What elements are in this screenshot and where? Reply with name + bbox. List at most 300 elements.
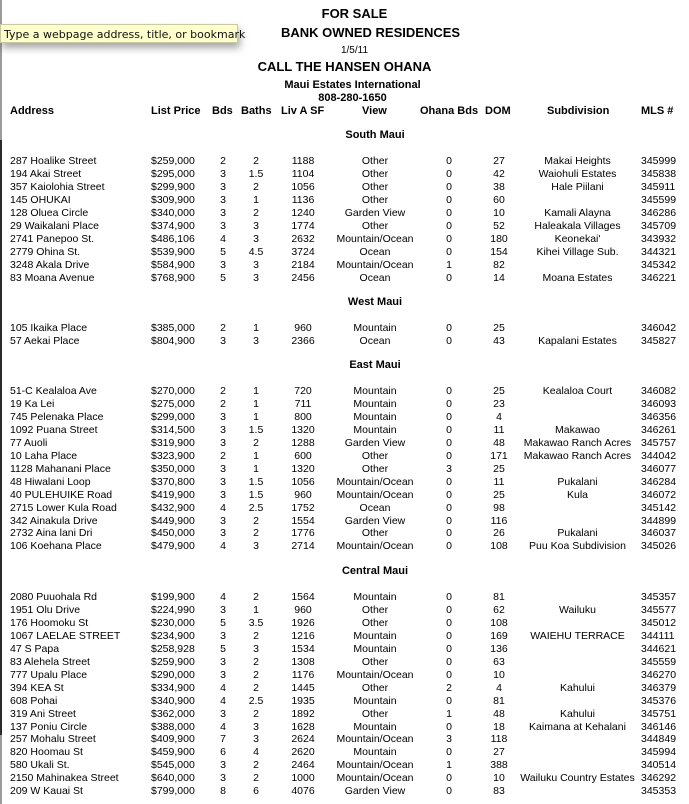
cell-address: 77 Auoli [10,436,48,449]
cell-baths: 2 [253,206,259,219]
cell-list-price: $799,000 [151,785,195,798]
address-bar-tooltip: Type a webpage address, title, or bookmark [0,24,238,43]
cell-subdivision: Makawao Ranch Acres [523,449,632,462]
report-date: 1/5/11 [340,45,369,56]
cell-view: Other [361,655,389,668]
cell-living-sf: 1445 [291,681,315,694]
cell-days-on-market: 11 [493,475,505,488]
cell-bedrooms: 2 [220,397,226,410]
cell-list-price: $299,900 [151,180,195,193]
cell-bedrooms: 7 [220,733,226,746]
cell-mls-number: 346356 [641,410,677,423]
cell-view: Ocean [359,501,391,514]
cell-address: 19 Ka Lei [10,397,55,410]
cell-days-on-market: 98 [493,501,505,514]
cell-mls-number: 346379 [641,681,677,694]
cell-ohana-bds: 0 [446,540,452,553]
cell-view: Other [361,219,389,232]
cell-mls-number: 346077 [641,462,677,475]
col-liv-sf: Liv A SF [281,105,325,117]
table-row [0,437,689,450]
cell-living-sf: 1176 [291,668,315,681]
cell-living-sf: 1240 [291,206,315,219]
cell-list-price: $362,000 [151,707,195,720]
cell-baths: 2 [253,436,259,449]
cell-days-on-market: 43 [493,334,505,347]
cell-list-price: $314,500 [151,423,195,436]
cell-mls-number: 346292 [641,772,677,785]
cell-days-on-market: 154 [490,245,508,258]
cell-subdivision: Moana Estates [542,271,613,284]
cell-address: 580 Ukali St. [10,759,70,772]
cell-baths: 1 [253,462,259,475]
cell-baths: 1 [253,410,259,423]
cell-ohana-bds: 0 [446,616,452,629]
cell-list-price: $259,000 [151,155,195,167]
cell-days-on-market: 4 [496,410,502,423]
table-row [0,708,689,721]
table-row [0,695,689,708]
cell-list-price: $334,900 [151,681,195,694]
cell-days-on-market: 38 [493,180,505,193]
cell-living-sf: 1056 [291,475,315,488]
col-bds: Bds [212,105,233,117]
cell-subdivision: Wailuku [559,603,596,616]
cell-baths: 1.5 [248,167,264,180]
cell-living-sf: 711 [294,397,312,410]
cell-bedrooms: 4 [220,232,226,245]
table-row [0,527,689,540]
table-row [0,207,689,220]
cell-mls-number: 345577 [641,603,677,616]
company-name: Maui Estates International [284,79,421,91]
cell-ohana-bds: 0 [446,475,452,488]
cell-ohana-bds: 0 [446,219,452,232]
cell-bedrooms: 6 [220,746,226,759]
cell-list-price: $340,000 [151,206,195,219]
cell-list-price: $419,900 [151,488,195,501]
cell-address: 2741 Panepoo St. [10,232,95,245]
cell-living-sf: 2184 [291,258,315,271]
table-row [0,259,689,272]
cell-subdivision: Makawao Ranch Acres [523,436,632,449]
cell-living-sf: 2714 [291,540,315,553]
cell-living-sf: 1136 [291,193,315,206]
cell-ohana-bds: 0 [446,746,452,759]
table-row [0,411,689,424]
cell-address: 29 Waikalani Place [10,219,99,232]
cell-ohana-bds: 0 [446,245,452,258]
cell-mls-number: 346082 [641,385,677,397]
cell-mls-number: 344899 [641,514,677,527]
cell-days-on-market: 4 [496,681,502,694]
cell-view: Ocean [359,271,391,284]
cell-baths: 3 [253,642,259,655]
cell-bedrooms: 3 [220,258,226,271]
cell-days-on-market: 118 [490,733,508,746]
call-line: CALL THE HANSEN OHANA [257,59,432,74]
cell-mls-number: 345012 [641,616,677,629]
cell-view: Mountain [353,629,397,642]
cell-mls-number: 345376 [641,694,677,707]
cell-living-sf: 1308 [291,655,315,668]
table-row [0,617,689,630]
cell-address: 2732 Aina lani Dri [10,527,93,540]
cell-baths: 2 [253,155,259,167]
cell-subdivision: Kahului [559,707,596,720]
cell-ohana-bds: 0 [446,527,452,540]
cell-address: 194 Akai Street [10,167,82,180]
cell-ohana-bds: 0 [446,655,452,668]
cell-living-sf: 1776 [291,527,315,540]
cell-address: 777 Upalu Place [10,668,88,681]
cell-view: Other [361,527,389,540]
cell-list-price: $270,000 [151,385,195,397]
cell-mls-number: 344321 [641,245,677,258]
table-row [0,168,689,181]
cell-ohana-bds: 0 [446,488,452,501]
cell-days-on-market: 52 [493,219,505,232]
table-row [0,515,689,528]
cell-baths: 3 [253,334,259,347]
cell-ohana-bds: 0 [446,232,452,245]
cell-mls-number: 346146 [641,720,677,733]
cell-address: 342 Ainakula Drive [10,514,98,527]
cell-living-sf: 2464 [291,759,315,772]
table-row [0,233,689,246]
cell-subdivision: Kapalani Estates [538,334,617,347]
table-row [0,463,689,476]
cell-view: Mountain [353,694,397,707]
cell-subdivision: Makai Heights [544,155,611,167]
cell-list-price: $432,900 [151,501,195,514]
cell-baths: 1 [253,322,259,334]
cell-view: Mountain/Ocean [336,772,414,785]
cell-subdivision: Pukalani [557,475,598,488]
title-bank-owned: BANK OWNED RESIDENCES [280,25,461,40]
cell-view: Garden View [344,436,406,449]
cell-mls-number: 346072 [641,488,677,501]
company-phone: 808-280-1650 [318,92,387,104]
cell-bedrooms: 3 [220,772,226,785]
cell-bedrooms: 5 [220,271,226,284]
cell-living-sf: 1320 [291,462,315,475]
table-row [0,194,689,207]
cell-living-sf: 1320 [291,423,315,436]
cell-ohana-bds: 1 [446,707,452,720]
cell-address: 57 Aekai Place [10,334,80,347]
cell-mls-number: 345357 [641,591,677,603]
cell-living-sf: 1628 [291,720,315,733]
col-mls: MLS # [641,105,674,117]
cell-list-price: $259,900 [151,655,195,668]
cell-bedrooms: 4 [220,501,226,514]
cell-living-sf: 2366 [291,334,315,347]
cell-list-price: $409,900 [151,733,195,746]
col-dom: DOM [485,105,511,117]
cell-bedrooms: 3 [220,629,226,642]
cell-ohana-bds: 0 [446,449,452,462]
cell-view: Mountain [353,385,397,397]
cell-days-on-market: 169 [490,629,508,642]
cell-list-price: $234,900 [151,629,195,642]
cell-address: 137 Poniu Circle [10,720,88,733]
cell-view: Mountain/Ocean [336,733,414,746]
table-row [0,604,689,617]
cell-living-sf: 1534 [291,642,315,655]
cell-living-sf: 960 [294,603,312,616]
cell-baths: 1 [253,385,259,397]
cell-view: Ocean [359,245,391,258]
cell-ohana-bds: 1 [446,759,452,772]
cell-mls-number: 345757 [641,436,677,449]
cell-baths: 2 [253,591,259,603]
cell-bedrooms: 3 [220,423,226,436]
cell-view: Garden View [344,206,406,219]
cell-bedrooms: 3 [220,668,226,681]
cell-baths: 3 [253,720,259,733]
cell-days-on-market: 14 [493,271,505,284]
cell-mls-number: 343932 [641,232,677,245]
cell-ohana-bds: 0 [446,385,452,397]
cell-subdivision: Makawao [555,423,600,436]
col-address: Address [10,105,55,117]
cell-address: 40 PULEHUIKE Road [10,488,113,501]
cell-bedrooms: 4 [220,681,226,694]
cell-baths: 1 [253,603,259,616]
cell-address: 2080 Puuohala Rd [10,591,97,603]
cell-list-price: $299,000 [151,410,195,423]
cell-baths: 3 [253,733,259,746]
cell-baths: 2 [253,514,259,527]
cell-bedrooms: 3 [220,527,226,540]
cell-subdivision: Kahului [559,681,596,694]
col-baths: Baths [241,105,272,117]
cell-address: 608 Pohai [10,694,58,707]
cell-address: 10 Laha Place [10,449,78,462]
cell-list-price: $295,000 [151,167,195,180]
cell-bedrooms: 3 [220,206,226,219]
cell-view: Mountain [353,591,397,603]
cell-mls-number: 346037 [641,527,677,540]
cell-ohana-bds: 0 [446,629,452,642]
cell-baths: 1.5 [248,423,264,436]
cell-living-sf: 1774 [291,219,315,232]
cell-view: Other [361,449,389,462]
cell-baths: 2 [253,772,259,785]
cell-days-on-market: 27 [493,155,505,167]
cell-ohana-bds: 0 [446,180,452,193]
cell-baths: 2 [253,668,259,681]
cell-mls-number: 345026 [641,540,677,553]
cell-address: 319 Ani Street [10,707,76,720]
cell-list-price: $323,900 [151,449,195,462]
cell-living-sf: 1288 [291,436,315,449]
cell-list-price: $768,900 [151,271,195,284]
cell-baths: 3 [253,219,259,232]
cell-bedrooms: 3 [220,410,226,423]
table-row [0,772,689,785]
cell-baths: 3 [253,232,259,245]
cell-list-price: $545,000 [151,759,195,772]
cell-subdivision: Puu Koa Subdivision [529,540,626,553]
cell-bedrooms: 3 [220,707,226,720]
cell-baths: 3 [253,540,259,553]
cell-list-price: $350,000 [151,462,195,475]
cell-ohana-bds: 3 [446,733,452,746]
cell-mls-number: 345911 [641,180,676,193]
cell-days-on-market: 10 [493,772,505,785]
cell-ohana-bds: 0 [446,436,452,449]
cell-mls-number: 346284 [641,475,677,488]
table-row [0,220,689,233]
cell-address: 47 S Papa [10,642,60,655]
section-title: West Maui [347,296,403,308]
cell-list-price: $539,900 [151,245,195,258]
cell-days-on-market: 180 [490,232,508,245]
col-ohana-bds: Ohana Bds [420,105,479,117]
cell-list-price: $309,900 [151,193,195,206]
cell-list-price: $804,900 [151,334,195,347]
cell-subdivision: Kaimana at Kehalani [529,720,626,733]
cell-ohana-bds: 0 [446,668,452,681]
cell-subdivision: Haleakala Villages [534,219,621,232]
cell-view: Other [361,167,389,180]
table-row [0,424,689,437]
cell-days-on-market: 81 [493,591,505,603]
table-row [0,476,689,489]
cell-mls-number: 345142 [641,501,677,514]
cell-bedrooms: 3 [220,219,226,232]
cell-living-sf: 2620 [291,746,315,759]
cell-bedrooms: 5 [220,616,226,629]
cell-bedrooms: 8 [220,785,226,798]
cell-days-on-market: 25 [493,385,505,397]
col-list-price: List Price [151,105,201,117]
cell-view: Other [361,681,389,694]
cell-baths: 3 [253,271,259,284]
cell-mls-number: 345838 [641,167,677,180]
cell-living-sf: 1892 [291,707,315,720]
cell-baths: 6 [253,785,259,798]
cell-view: Other [361,462,389,475]
cell-mls-number: 345342 [641,258,677,271]
cell-view: Mountain/Ocean [336,668,414,681]
cell-list-price: $449,900 [151,514,195,527]
cell-address: 51-C Kealaloa Ave [10,385,97,397]
cell-list-price: $459,900 [151,746,195,759]
cell-mls-number: 345999 [641,155,677,167]
cell-ohana-bds: 0 [446,772,452,785]
table-row [0,502,689,515]
cell-living-sf: 960 [294,322,312,334]
cell-mls-number: 345599 [641,193,677,206]
section-title: South Maui [345,129,405,141]
table-row [0,669,689,682]
cell-bedrooms: 3 [220,180,226,193]
cell-bedrooms: 2 [220,322,226,334]
cell-view: Garden View [344,785,406,798]
table-row [0,489,689,502]
cell-view: Mountain/Ocean [336,475,414,488]
cell-ohana-bds: 3 [446,462,452,475]
cell-living-sf: 4076 [291,785,315,798]
cell-living-sf: 3724 [291,245,315,258]
cell-list-price: $584,900 [151,258,195,271]
cell-view: Garden View [344,514,406,527]
cell-address: 1128 Mahanani Place [10,462,111,475]
cell-days-on-market: 388 [490,759,508,772]
cell-view: Other [361,193,389,206]
cell-bedrooms: 3 [220,167,226,180]
cell-days-on-market: 108 [490,616,508,629]
cell-living-sf: 800 [294,410,312,423]
cell-living-sf: 1564 [291,591,315,603]
cell-bedrooms: 4 [220,591,226,603]
cell-list-price: $450,000 [151,527,195,540]
cell-view: Mountain [353,423,397,436]
cell-subdivision: WAIEHU TERRACE [530,629,625,642]
cell-living-sf: 1216 [291,629,315,642]
cell-address: 257 Mohalu Street [10,733,96,746]
table-row [0,385,689,398]
cell-living-sf: 1056 [291,180,315,193]
table-row [0,335,689,348]
cell-view: Other [361,603,389,616]
cell-view: Other [361,707,389,720]
cell-living-sf: 1188 [291,155,315,167]
cell-subdivision: Wailuku Country Estates [520,772,635,785]
cell-days-on-market: 18 [493,720,505,733]
cell-view: Mountain [353,322,397,334]
cell-days-on-market: 42 [493,167,505,180]
cell-bedrooms: 2 [220,385,226,397]
table-row [0,656,689,669]
cell-view: Mountain [353,720,397,733]
cell-baths: 2 [253,681,259,694]
cell-address: 745 Pelenaka Place [10,410,104,423]
table-row [0,450,689,463]
cell-ohana-bds: 0 [446,167,452,180]
cell-mls-number: 346093 [641,397,677,410]
cell-address: 3248 Akala Drive [10,258,90,271]
cell-days-on-market: 23 [493,397,505,410]
cell-list-price: $370,800 [151,475,195,488]
cell-ohana-bds: 2 [446,681,452,694]
cell-days-on-market: 83 [493,785,505,798]
table-row [0,181,689,194]
cell-days-on-market: 63 [493,655,505,668]
cell-mls-number: 344042 [641,449,677,462]
table-row [0,272,689,285]
cell-bedrooms: 5 [220,642,226,655]
cell-days-on-market: 82 [493,258,505,271]
cell-address: 145 OHUKAI [10,193,71,206]
cell-living-sf: 2632 [291,232,315,245]
cell-bedrooms: 2 [220,449,226,462]
cell-baths: 1 [253,193,259,206]
cell-mls-number: 345709 [641,219,677,232]
cell-mls-number: 345827 [641,334,677,347]
cell-view: Mountain/Ocean [336,232,414,245]
cell-days-on-market: 81 [493,694,505,707]
cell-mls-number: 346270 [641,668,677,681]
cell-mls-number: 346221 [641,271,677,284]
cell-mls-number: 346042 [641,322,677,334]
cell-bedrooms: 3 [220,759,226,772]
cell-living-sf: 2456 [291,271,315,284]
cell-bedrooms: 3 [220,488,226,501]
